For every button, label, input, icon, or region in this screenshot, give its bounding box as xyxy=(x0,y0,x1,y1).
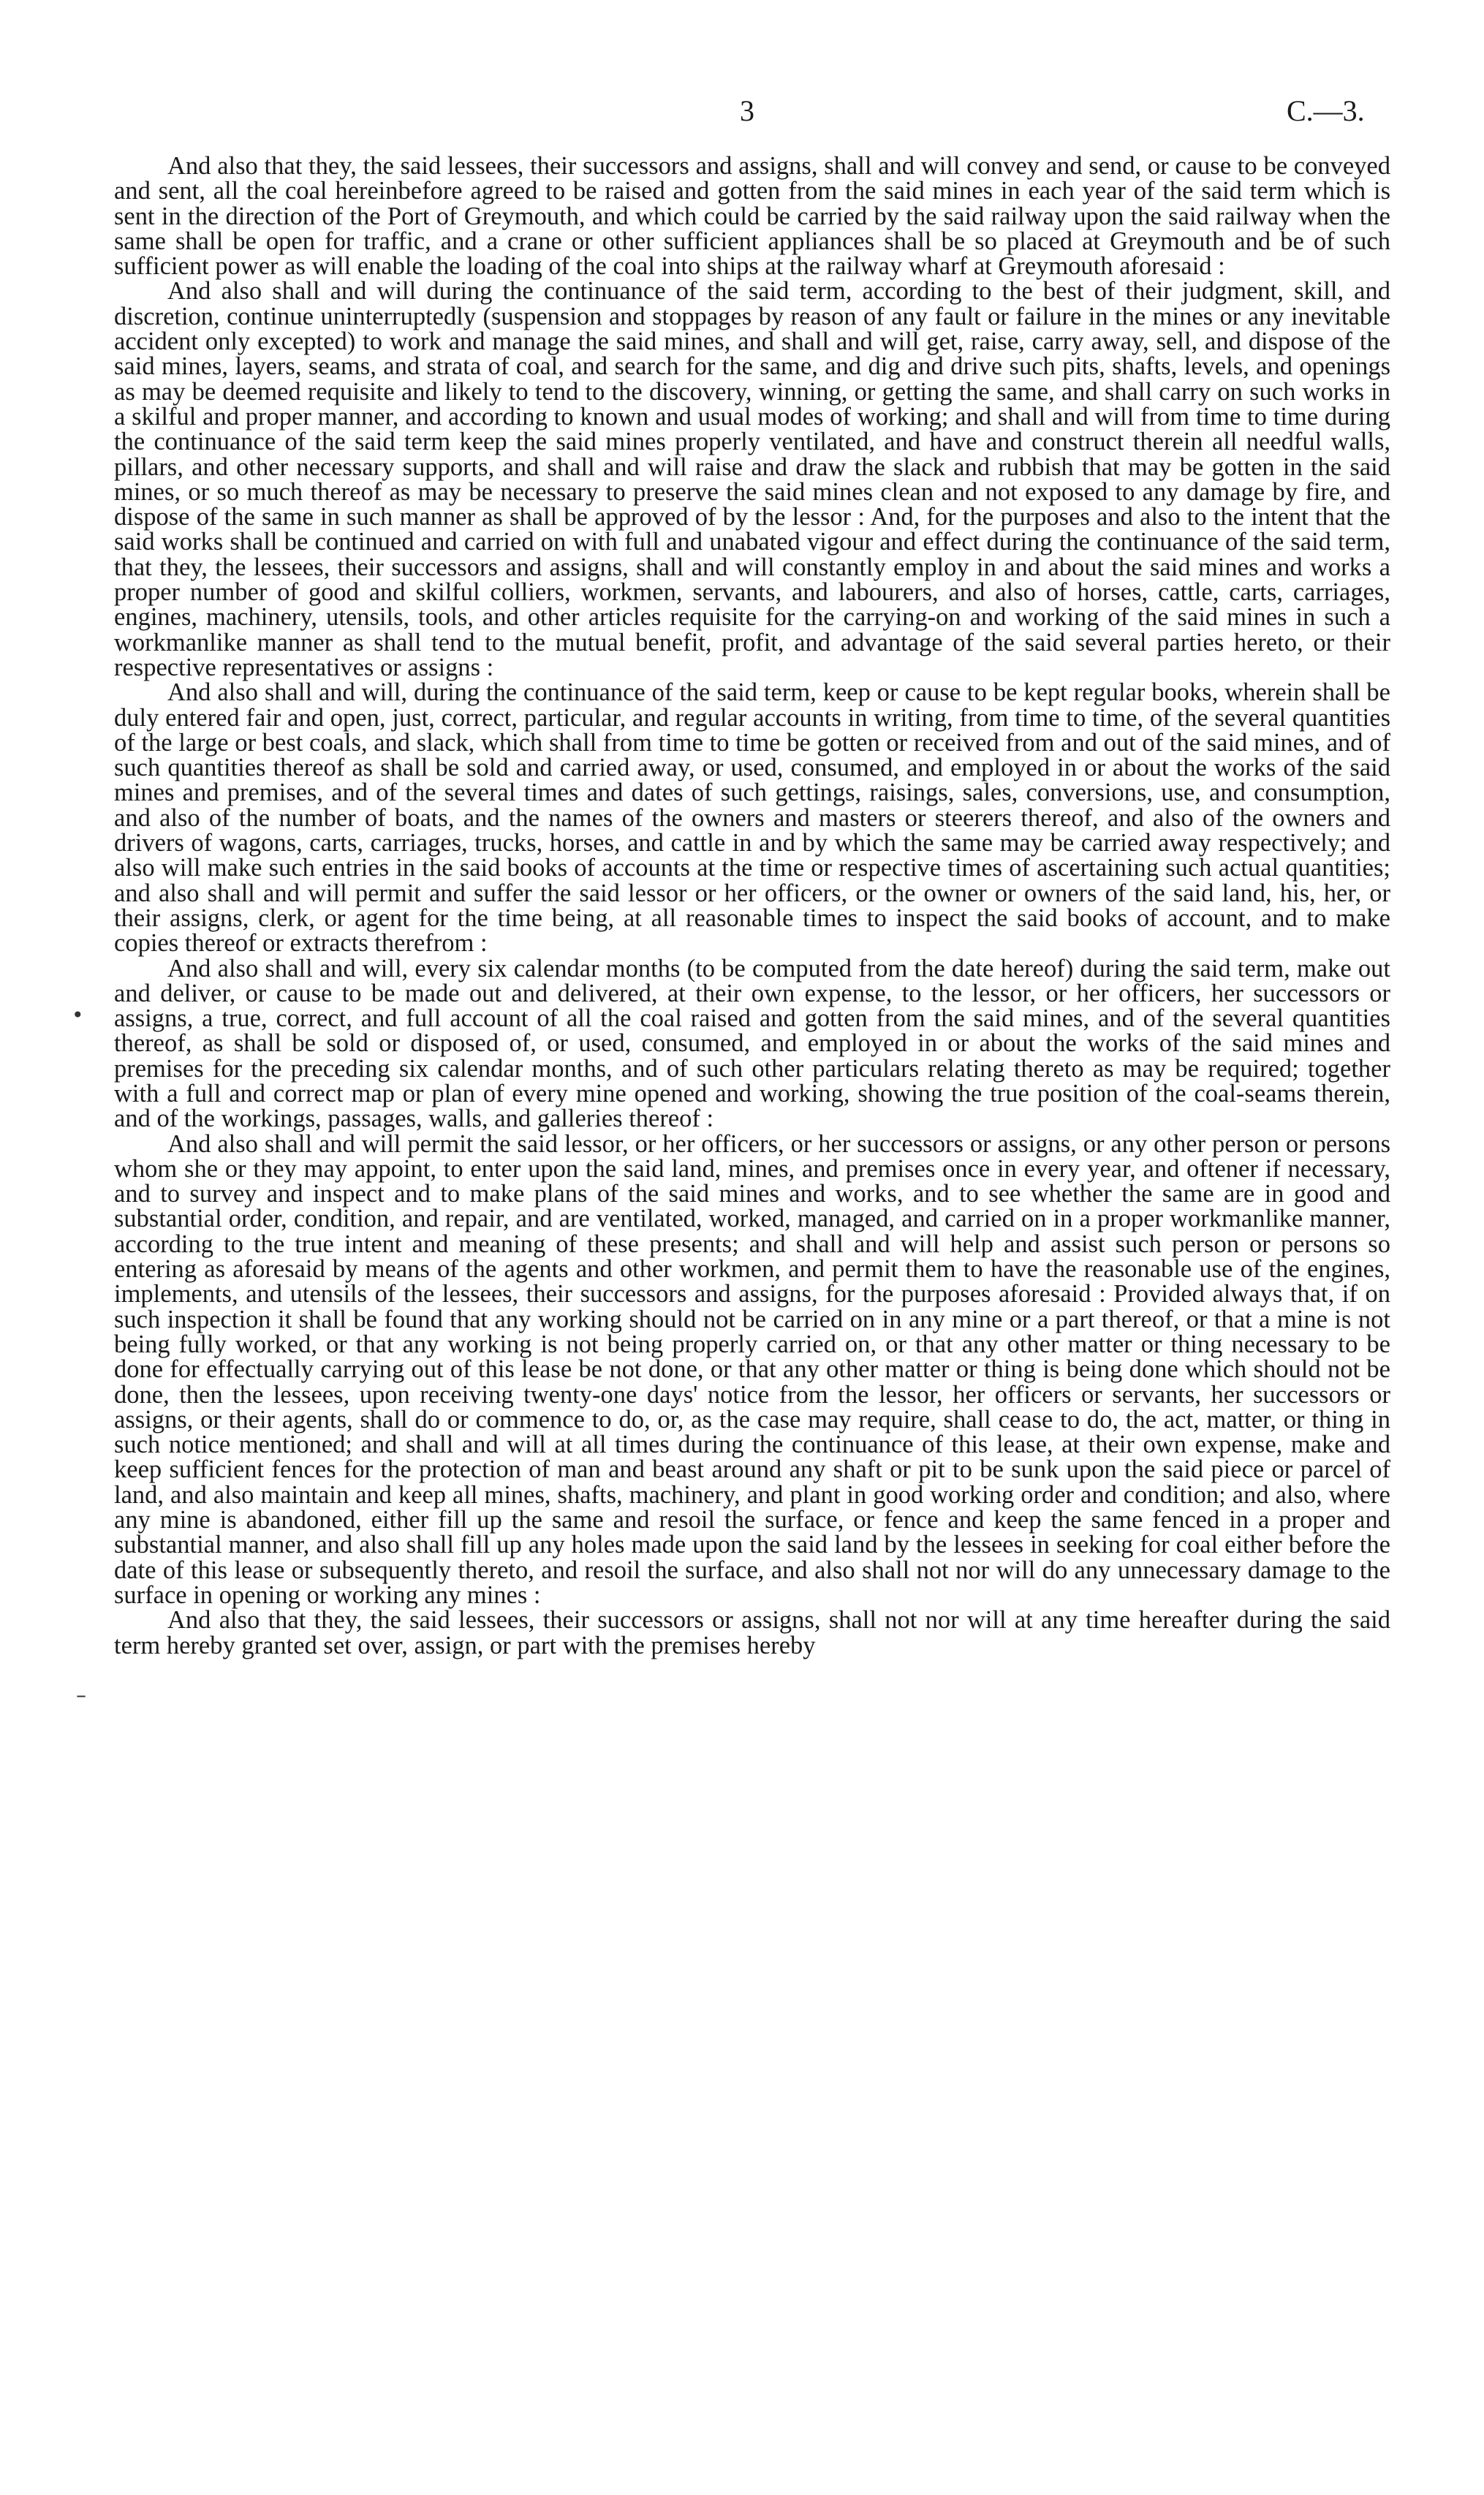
document-code: C.—3. xyxy=(1287,94,1365,127)
paragraph-books-of-account: And also shall and will, during the continuance of the said term, keep or cause to be kept regular books, wherein shall be duly entered fair and open, just, correct, particular, and regular accounts in writing, from time to time, of the several quantities of the large or best coals, and slack, which shall from time to time be gotten or received from and out of the said mines, and of such quantities thereof as shall be sold and carried away, or used, consumed, and employed in or about the works of the said mines and premises, and of the several times and dates of such gettings, raisings, sales, conversions, use, and consumption, and also of the number of boats, and the names of the owners and masters or steerers thereof, and also of the owners and drivers of wagons, carts, carriages, trucks, horses, and cattle in and by which the same may be carried away respectively; and also will make such entries in the said books of accounts at the time or respective times of ascertaining such actual quantities; and also shall and will permit and suffer the said lessor or her officers, or the owner or owners of the said land, his, her, or their assigns, clerk, or agent for the time being, at all reasonable times to inspect the said books of account, and to make copies thereof or extracts therefrom : xyxy=(114,678,1390,958)
document-body xyxy=(114,154,1390,1658)
page-number: 3 xyxy=(740,94,754,127)
paragraph-assignment: And also that they, the said lessees, their successors or assigns, shall not nor will at any time hereafter during the said term hereby granted set over, assign, or part with the premises hereby xyxy=(114,1606,1390,1659)
paragraph-conveyance-of-coal: And also that they, the said lessees, their successors and assigns, shall and will convey and send, or cause to be conveyed and sent, all the coal hereinbefore agreed to be raised and gotten from the said mines in each year of the said term which is sent in the direction of the Port of Greymouth, and which could be carried by the said railway upon the said railway when the same shall be open for traffic, and a crane or other sufficient appliances shall be so placed at Greymouth and be of such sufficient power as will enable the loading of the coal into ships at the railway wharf at Greymouth aforesaid : xyxy=(114,152,1390,281)
margin-dash-mark: – xyxy=(76,1683,86,1707)
paragraph-working-of-mines: And also shall and will during the continuance of the said term, according to the best of their judgment, skill, and discretion, continue uninterruptedly (suspension and stoppages by reason of any fault or failure in the mines or any inevitable accident only excepted) to work and manage the said mines, and shall and will get, raise, carry away, sell, and dispose of the said mines, layers, seams, and strata of coal, and search for the same, and dig and drive such pits, shafts, levels, and openings as may be deemed requisite and likely to tend to the discovery, winning, or getting the same, and shall carry on such works in a skilful and proper manner, and according to known and usual modes of working; and shall and will from time to time during the continuance of the said term keep the said mines properly ventilated, and have and construct therein all needful walls, pillars, and other necessary supports, and shall and will raise and draw the slack and rubbish that may be gotten in the said mines, or so much thereof as may be necessary to preserve the said mines clean and not exposed to any damage by fire, and dispose of the same in such manner as shall be approved of by the lessor : And, for the purposes and also to the intent that the said works shall be continued and carried on with full and unabated vigour and effect during the continuance of the said term, that they, the lessees, their successors and assigns, shall and will constantly employ in and about the said mines and works a proper number of good and skilful colliers, workmen, servants, and labourers, and also of horses, cattle, carts, carriages, engines, machinery, utensils, tools, and other articles requisite for the carrying-on and working of the said mines in such a workmanlike manner as shall tend to the mutual benefit, profit, and advantage of the said several parties hereto, or their respective representatives or assigns : xyxy=(114,277,1390,681)
paragraph-inspection-and-fences: And also shall and will permit the said lessor, or her officers, or her successors or assigns, or any other person or persons whom she or they may appoint, to enter upon the said land, mines, and premises once in every year, and oftener if necessary, and to survey and inspect and to make plans of the said mines and works, and to see whether the same are in good and substantial order, condition, and repair, and are ventilated, worked, managed, and carried on in a proper workmanlike manner, according to the true intent and meaning of these presents; and shall and will help and assist such person or persons so entering as aforesaid by means of the agents and other workmen, and permit them to have the reasonable use of the engines, implements, and utensils of the lessees, their successors and assigns, for the purposes aforesaid : Provided always that, if on such inspection it shall be found that any working should not be carried on in any mine or a part thereof, or that a mine is not being fully worked, or that any working is not being properly carried on, or that any other matter or thing necessary to be done for effectually carrying out of this lease be not done, or that any other matter or thing is being done which should not be done, then the lessees, upon receiving twenty-one days' notice from the lessor, her officers or servants, her successors or assigns, or their agents, shall do or commence to do, or, as the case may require, shall cease to do, the act, matter, or thing in such notice mentioned; and shall and will at all times during the continuance of this lease, at their own expense, make and keep sufficient fences for the protection of man and beast around any shaft or pit to be sunk upon the said piece or parcel of land, and also maintain and keep all mines, shafts, machinery, and plant in good working order and condition; and also, where any mine is abandoned, either fill up the same and resoil the surface, or fence and keep the same fenced in a proper and substantial manner, and also shall fill up any holes made upon the said land by the lessees in seeking for coal either before the date of this lease or subsequently thereto, and resoil the surface, and also shall not nor will do any unnecessary damage to the surface in opening or working any mines : xyxy=(114,1129,1390,1609)
paragraph-half-yearly-account: And also shall and will, every six calendar months (to be computed from the date hereof) during the said term, make out and deliver, or cause to be made out and delivered, at their own expense, to the lessor, or her officers, her successors or assigns, a true, correct, and full account of all the coal raised and gotten from the said mines, and of the several quantities thereof, as shall be sold or disposed of, or used, consumed, and employed in or about the works of the said mines and premises for the preceding six calendar months, and of such other particulars relating thereto as may be required; together with a full and correct map or plan of every mine opened and working, showing the true position of the coal-seams therein, and of the workings, passages, walls, and galleries thereof : xyxy=(114,954,1390,1133)
margin-dot-mark: • xyxy=(72,1003,84,1027)
page-header xyxy=(0,94,1484,137)
